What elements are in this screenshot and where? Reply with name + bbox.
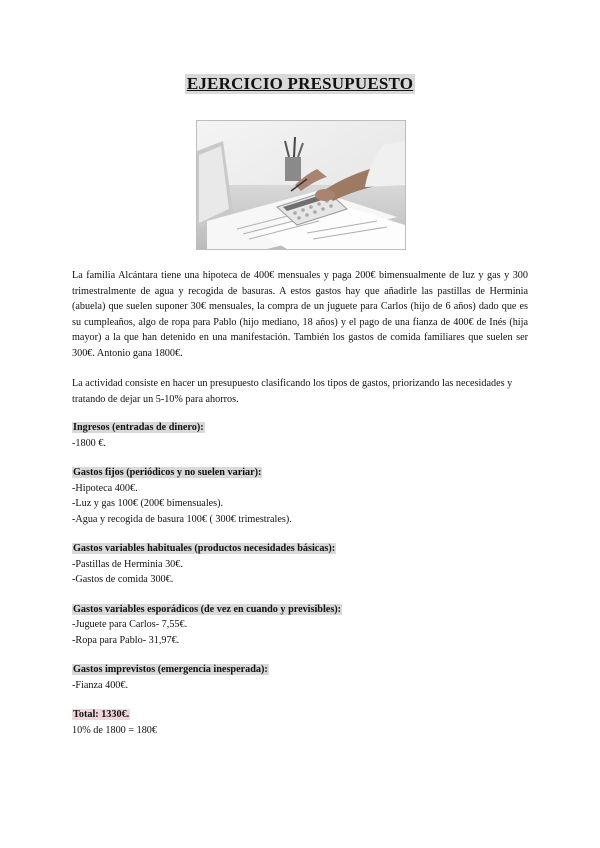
section-heading: Gastos fijos (periódicos y no suelen variar): [73, 467, 262, 478]
document-body [72, 268, 528, 738]
savings-line: 10% de 1800 = 180€ [72, 724, 157, 736]
section-ingresos [72, 420, 528, 451]
section-gastos-fijos [72, 465, 528, 527]
section-heading: Gastos variables habituales (productos necesidades básicas): [73, 543, 336, 554]
section-heading: Gastos imprevistos (emergencia inesperada): [73, 664, 268, 675]
section-gastos-imprevistos [72, 662, 528, 693]
activity-paragraph: La actividad consiste en hacer un presupuesto clasificando los tipos de gastos, priorizando las necesidades y tratando de dejar un 5-10% para ahorros. [72, 378, 513, 405]
list-item: -Fianza 400€. [72, 679, 129, 691]
list-item: -Ropa para Pablo- 31,97€. [72, 634, 180, 646]
list-item: -Hipoteca 400€. [72, 482, 138, 494]
page-title-wrapper [0, 74, 600, 94]
list-item: -Agua y recogida de basura 100€ ( 300€ trimestrales). [72, 513, 292, 525]
list-item: -Juguete para Carlos- 7,55€. [72, 619, 188, 630]
list-item: -Luz y gas 100€ (200€ bimensuales). [72, 498, 224, 509]
section-heading: Ingresos (entradas de dinero): [73, 422, 204, 433]
section-gastos-variables-esporadicos [72, 602, 528, 649]
list-item: -Pastillas de Herminia 30€. [72, 558, 183, 570]
page-title: EJERCICIO PRESUPUESTO [186, 74, 414, 93]
intro-paragraph: La familia Alcántara tiene una hipoteca de 400€ mensuales y paga 200€ bimensualmente de luz y gas y 300 trimestralmente de agua y recogida de basuras. A estos gastos hay que añadirle las pastillas de Herminia (abuela) que suelen suponer 30€ mensuales, la compra de un juguete para Carlos (hijo de 6 años) dado que es su cumpleaños, algo de ropa para Pablo (hijo mediano, 18 años) y el pago de una fianza de 400€ de Inés (hija mayor) a la que han detenido en una manifestación. También los gastos de comida familiares que suelen ser 300€. Antonio gana 1800€. [72, 270, 528, 359]
section-total [72, 707, 528, 723]
section-heading: Gastos variables esporádicos (de vez en cuando y previsibles): [73, 603, 342, 615]
list-item: -1800 €. [72, 437, 106, 449]
calculator-photo [196, 120, 406, 250]
section-gastos-variables-habituales [72, 541, 528, 588]
total-label: Total: 1330€. [73, 709, 130, 720]
list-item: -Gastos de comida 300€. [72, 574, 174, 585]
